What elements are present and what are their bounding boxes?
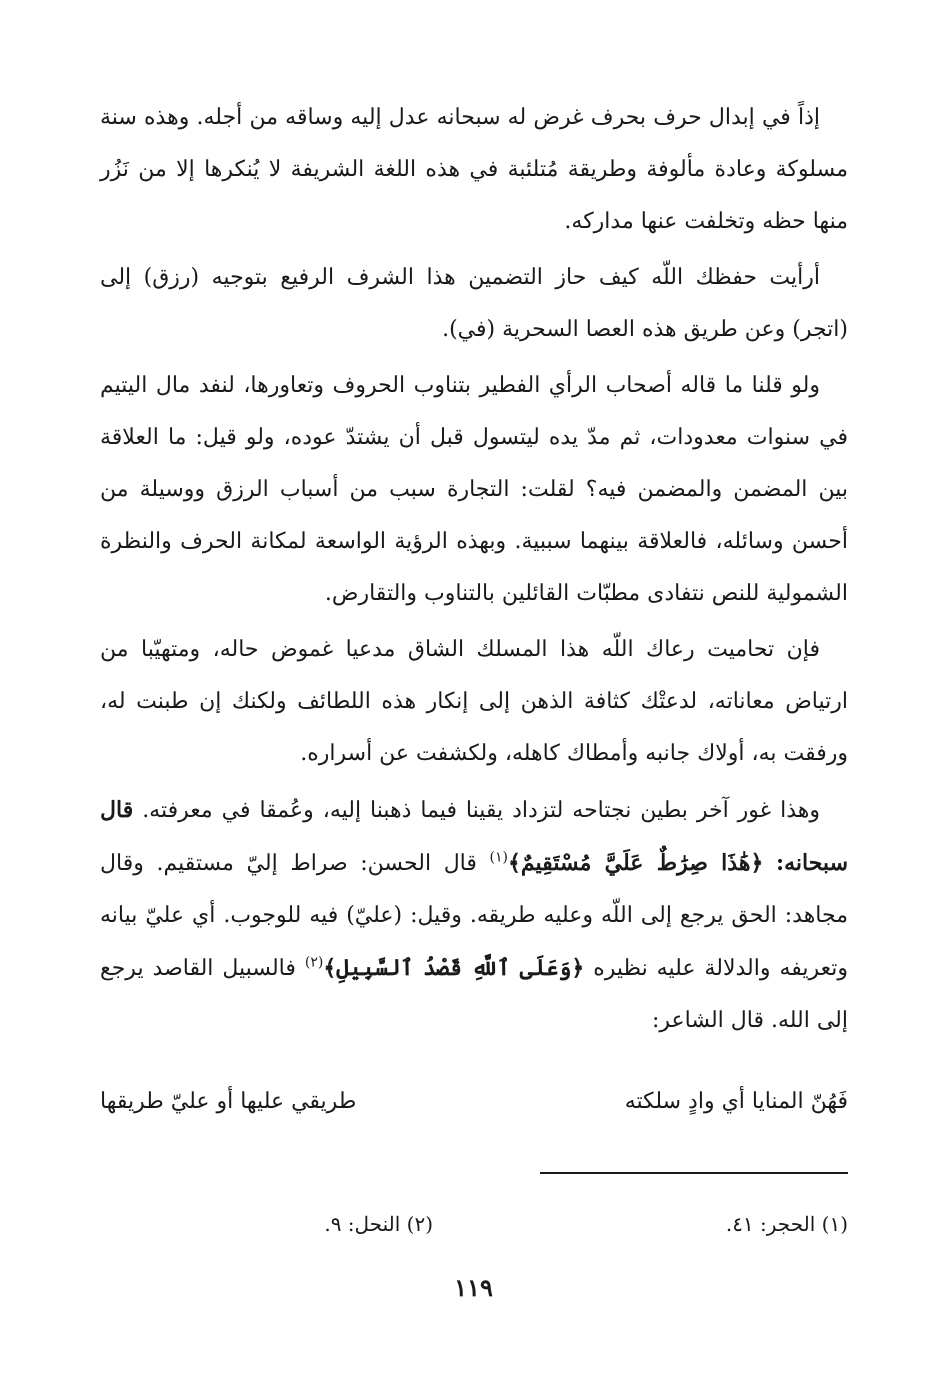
paragraph-4: فإن تحاميت رعاك اللّه هذا المسلك الشاق مدعيا غموض حاله، ومتهيّبا من ارتياض معاناته، لدعتْك كثافة الذهن إلى إنكار هذه اللطائف ولكنك إن طبنت له، ورفقت به، أولاك جانبه وأمطاك كاهله، ولكشفت عن أسراره. <box>100 637 848 766</box>
footnotes <box>100 1204 848 1244</box>
paragraph-3: ولو قلنا ما قاله أصحاب الرأي الفطير بتناوب الحروف وتعاورها، لنفد مال اليتيم في سنوات معدودات، ثم مدّ يده ليتسول قبل أن يشتدّ عوده، ولو قيل: ما العلاقة بين المضمن والمضمن فيه؟ لقلت: التجارة سبب من أسباب الرزق ووسيلة من أحسن وسائله، فالعلاقة بينهما سببية. وبهذه الرؤية الواسعة لمكانة الحرف والنظرة الشمولية للنص نتفادى مطبّات القائلين بالتناوب والتقارض. <box>100 373 848 606</box>
verse-first-hemistich: فَهُنّ المنايا أي وادٍ سلكته <box>624 1089 848 1114</box>
verse-second-hemistich: طريقي عليها أو عليّ طريقها <box>100 1089 357 1114</box>
main-text <box>100 92 848 1047</box>
paragraph-5-part-1: وهذا غور آخر بطين نجتاحه لتزداد يقينا فيما ذهبنا إليه، وعُمقا في معرفته. <box>142 798 820 823</box>
quran-quote-1: ﴿هَٰذَا صِرَٰطٌ عَلَيَّ مُسْتَقِيمٌ﴾ <box>508 850 764 876</box>
poetry-verse <box>100 1076 848 1128</box>
page-number: ١١٩ <box>454 1273 493 1302</box>
footnote-ref-1: (١) <box>489 849 509 866</box>
footnote-divider <box>540 1172 848 1174</box>
paragraph-5-part-3: فالسبيل القاصد يرجع إلى الله. قال الشاعر: <box>100 956 848 1033</box>
footnote-ref-2: (٢) <box>304 954 324 971</box>
footnote-2: (٢) النحل: ٩. <box>324 1212 433 1236</box>
paragraph-5 <box>100 784 848 1047</box>
quran-quote-2: ﴿وَعَلَى ٱللَّهِ قَصْدُ ٱلسَّبِيلِ﴾ <box>323 955 585 981</box>
paragraph-5-part-2: قال الحسن: صراط إليّ مستقيم. وقال مجاهد: الحق يرجع إلى اللّه وعليه طريقه. وقيل: (عليّ) فيه للوجوب. أي عليّ بيانه وتعريفه والدلالة عليه نظيره <box>100 851 849 981</box>
paragraph-1: إذاً في إبدال حرف بحرف غرض له سبحانه عدل إليه وساقه من أجله. وهذه سنة مسلوكة وعادة مألوفة وطريقة مُتلئبة في هذه اللغة الشريفة لا يُنكرها إلا من نَزُر منها حظه وتخلفت عنها مداركه. <box>100 105 848 234</box>
footnote-1: (١) الحجر: ٤١. <box>725 1212 848 1236</box>
paragraph-2: أرأيت حفظك اللّه كيف حاز التضمين هذا الشرف الرفيع بتوجيه (رزق) إلى (اتجر) وعن طريق هذه العصا السحرية (في). <box>100 265 848 342</box>
quran-intro-label: قال سبحانه: <box>100 797 848 876</box>
